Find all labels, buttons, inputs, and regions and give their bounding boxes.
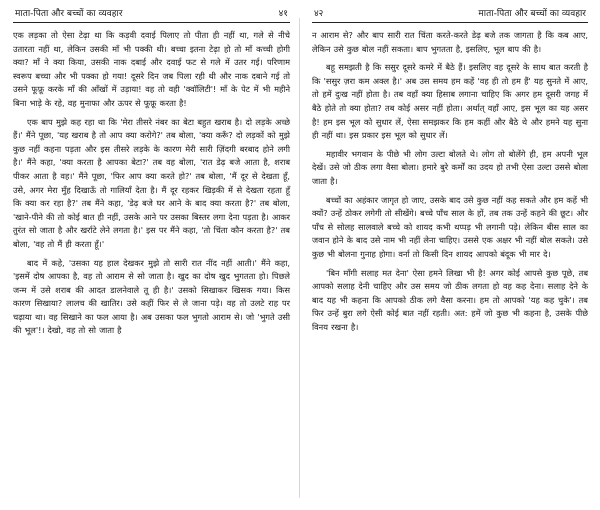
- left-page-header: [13, 8, 290, 22]
- paragraph: बाद में कहे, 'उसका यह हाल देखकर मुझे तो सारी रात नींद नहीं आती।' मैंने कहा, 'इसमें दोष आपका है, वह तो आराम से सो जाता है। खुद का दोष खुद भुगतता हो। पिछले जन्म में उसे शराब की आदत डालनेवाले तू ही है।' उसको सिखाकर खिसक गया। किस कारण सिखाया? लालच की खातिर। उसे कहीं फिर से ले जाना पड़े। वह तो उलटे राह पर चढ़ाया था। वह सिखाने का फल आया है। अब उसका फल भुगतो आराम से। जो 'भुगते उसी की भूल'!। देखो, वह तो सो जाता है: [13, 257, 290, 336]
- running-title: माता-पिता और बच्चों का व्यवहार: [478, 9, 586, 19]
- header-rule: [13, 22, 290, 23]
- page-number: ४२: [314, 9, 324, 19]
- paragraph: न आराम से? और बाप सारी रात चिंता करते-करते डेढ़ बजे तक जागता है कि कब आए, लेकिन उसे कुछ बोल नहीं सकता। बाप भुगतता है, इसलिए, भूल बाप की है।: [312, 30, 588, 54]
- paragraph: बच्चों का अहंकार जागृत हो जाए, उसके बाद उसे कुछ नहीं कह सकते और हम कहें भी क्यों? उन्हें ठोकर लगेगी तो सीखेंगे। बच्चे पाँच साल के हों, तब तक उन्हें कहने की छूट। और पाँच से सोलह सालवाले बच्चे को शायद कभी थप्पड़ भी लगानी पड़े। लेकिन बीस साल का जवान होने के बाद उसे नाम भी नहीं लेना चाहिए। उससे एक अक्षर भी नहीं बोल सकते। उसे कुछ भी बोलना गुनाह होगा। वर्ना तो किसी दिन शायद आपको बंदूक भी मार दे।: [312, 194, 588, 259]
- page-number: ४१: [278, 9, 288, 19]
- right-page: [300, 0, 600, 510]
- paragraph: महावीर भगवान के पीछे भी लोग उल्टा बोलते थे। लोग तो बोलेंगे ही, हम अपनी भूल देखें। उसे जो ठीक लगा वैसा बोला। हमारे बुरे कर्मों का उदय हो तभी ऐसा उल्टा उससे बोला जाता है।: [312, 148, 588, 186]
- paragraph: 'बिन माँगी सलाह मत देना' ऐसा हमने लिखा भी है! अगर कोई आपसे कुछ पूछे, तब आपको सलाह देनी चाहिए और उस समय जो ठीक लगता हो वह कह देना। सलाह देने के बाद यह भी कहना कि आपको ठीक लगे वैसा करना। हम तो आपको 'यह कह चुके'। तब फिर उन्हें बुरा लगे ऐसी कोई बात नहीं रहती। अत: हमें जो कुछ भी कहना है, उसके पीछे विनय रखना है।: [312, 267, 588, 332]
- paragraph: बहू समझती है कि ससुर दूसरे कमरे में बैठे हैं। इसलिए वह दूसरे के साथ बात करती है कि 'ससुर ज़रा कम अक्ल है।' अब उस समय हम कहें 'वह ही तो हम हैं' यह सुनते में आए, तो हमें दुःख नहीं होता है। तब वहाँ क्या हिसाब लगाना चाहिए कि अगर हम दूसरी जगह में बैठे होते तो क्या होता? तब कोई असर नहीं होता। अर्थात् वहाँ आए, इस भूल का यह असर है! हम इस भूल को सुधार लें, ऐसा समझकर कि हम कहीं और बैठे थे और हमने यह सुना ही नहीं था। इस प्रकार इस भूल को सुधार लें।: [312, 62, 588, 141]
- running-title: माता-पिता और बच्चों का व्यवहार: [15, 9, 123, 19]
- right-page-header: [312, 8, 588, 22]
- paragraph: एक लड़का तो ऐसा टेढ़ा था कि कड़वी दवाई पिलाए तो पीता ही नहीं था, गले से नीचे उतारता नहीं था, लेकिन उसकी माँ भी पक्की थी। बच्चा इतना टेढ़ा हो तो माँ कच्ची होगी क्या? माँ ने क्या किया, उसकी नाक दबाई और दवाई फट से गले में उतर गई। परिणाम स्वरूप बच्चा और भी पक्का हो गया! दूसरे दिन जब पिला रही थी और नाक दबाने गई तो उसने फूफ़ू करके माँ की आँखों में उड़ाया! वह तो वही 'क्वॉलिटी'! माँ के पेट में भी महीने बिना भाड़े के रहे, वह मुनाफा और ऊपर से फूफ़ू करता है!: [13, 30, 290, 108]
- header-rule: [312, 22, 588, 23]
- paragraph: एक बाप मुझे कह रहा था कि 'मेरा तीसरे नंबर का बेटा बहुत खराब है। दो लड़के अच्छे हैं।' मैंने पूछा, 'यह खराब है तो आप क्या करोगे?' तब बोला, 'क्या करूँ? दो लड़कों को मुझे कुछ नहीं कहना पड़ता और इस तीसरे लड़के के कारण मेरी सारी ज़िंदगी बरबाद होने लगी है।' मैंने कहा, 'क्या करता है आपका बेटा?' तब वह बोला, 'रात डेढ़ बजे आता है, शराब पीकर आता है वह।' मैंने पूछा, 'फिर आप क्या करते हो?' तब बोला, 'मैं दूर से देखता हूँ, उसे, अगर मेरा मुँह दिखाऊँ तो गालियाँ देता है। मैं दूर रहकर खिड़की में से देखता रहता हूँ कि क्या कर रहा है?' तब मैंने कहा, 'डेढ़ बजे घर आने के बाद क्या करता है?' तब बोला, 'खाने-पीने की तो कोई बात ही नहीं, उसके आने पर उसका बिस्तर लगा देना पड़ता है। आकर तुरंत सो जाता है और खर्राटे लेने लगता है।' इस पर मैंने कहा, 'तो चिंता कौन करता है?' तब बोला, 'वह तो मैं ही करता हूँ।': [13, 116, 290, 249]
